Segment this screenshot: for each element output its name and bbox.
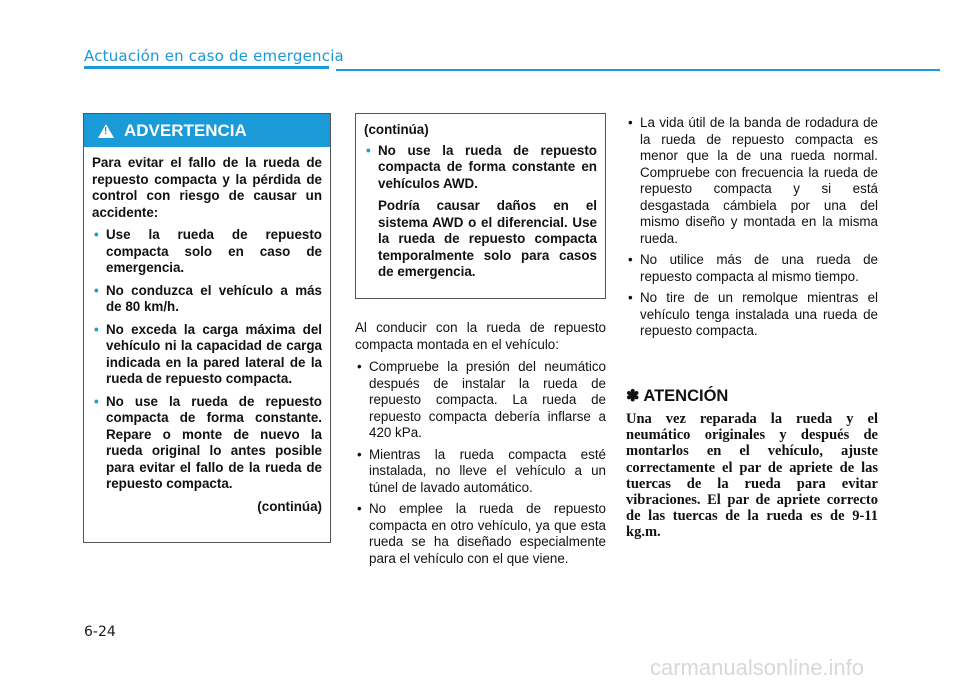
caution-heading: ATENCIÓN [643, 386, 729, 405]
list-item: • No exceda la carga máxima del vehículo ni la capacidad de carga indicada en la pared lateral de la rueda de repuesto compacta. [92, 322, 322, 388]
watermark: carmanualsonline.info [650, 655, 865, 680]
list-item: • No emplee la rueda de repuesto compacta en otro vehículo, ya que esta rueda se ha diseñado especialmente para el vehículo con el que viene. [355, 501, 606, 567]
warning-list [92, 227, 322, 493]
column-2-text [355, 320, 606, 572]
warning-header [84, 114, 330, 147]
section-title: Actuación en caso de emergencia [84, 47, 344, 65]
list-item: • Compruebe la presión del neumático después de instalar la rueda de repuesto compacta. La rueda de repuesto compacta debería inflarse a 420 kPa. [355, 359, 606, 442]
warning-box [83, 113, 331, 543]
page-number: 6-24 [84, 624, 116, 640]
list-item: • Use la rueda de repuesto compacta solo en caso de emergencia. [92, 227, 322, 277]
continued-label: (continúa) [257, 498, 322, 514]
caution-heading-row [626, 386, 728, 406]
caution-body: Una vez reparada la rueda y el neumático originales y después de montarlos en el vehículo, ajuste correctamente el par de apriete de las tuercas de la rueda para evitar vibraciones. El par de apriete correcto de las tuercas de la rueda es de 9-11 kg.m. [626, 411, 878, 541]
list-item: • La vida útil de la banda de rodadura de la rueda de repuesto compacta es menor que la de una rueda normal. Compruebe con frecuencia la rueda de repuesto compacta y si está desgastada cámbiela por una del mismo diseño y montada en la misma rueda. [626, 115, 878, 247]
warning-body [84, 147, 330, 515]
column-3-list [626, 115, 878, 340]
continued-warning-box [355, 113, 606, 299]
column-2-intro: Al conducir con la rueda de repuesto compacta montada en el vehículo: [355, 320, 606, 352]
column-2-list [355, 359, 606, 567]
continued-heading: (continúa) [364, 122, 429, 137]
header-rule [336, 69, 940, 71]
list-item: • No tire de un remolque mientras el vehículo tenga instalada una rueda de repuesto compacta. [626, 290, 878, 340]
list-item: • No use la rueda de repuesto compacta de forma constante. Repare o monte de nuevo la rueda original lo antes posible para evitar el fallo de la rueda de repuesto compacta. [92, 394, 322, 493]
warning-triangle-icon [98, 124, 114, 138]
continued-paragraph: Podría causar daños en el sistema AWD o el diferencial. Use la rueda de repuesto compacta temporalmente solo para casos de emergencia. [378, 198, 597, 279]
warning-intro: Para evitar el fallo de la rueda de repuesto compacta y la pérdida de control con riesgo de causar un accidente: [92, 155, 322, 220]
list-item: • No conduzca el vehículo a más de 80 km/h. [92, 283, 322, 316]
list-item: • Mientras la rueda compacta esté instalada, no lleve el vehículo a un túnel de lavado automático. [355, 447, 606, 497]
list-item: • No utilice más de una rueda de repuesto compacta al mismo tiempo. [626, 252, 878, 285]
column-3-text [626, 109, 878, 345]
header-underline [84, 66, 329, 69]
list-item: • No use la rueda de repuesto compacta de forma constante en vehículos AWD. [364, 143, 597, 193]
continued-list [364, 143, 597, 193]
warning-heading: ADVERTENCIA [124, 120, 247, 140]
asterisk-icon: ✽ [626, 388, 640, 405]
